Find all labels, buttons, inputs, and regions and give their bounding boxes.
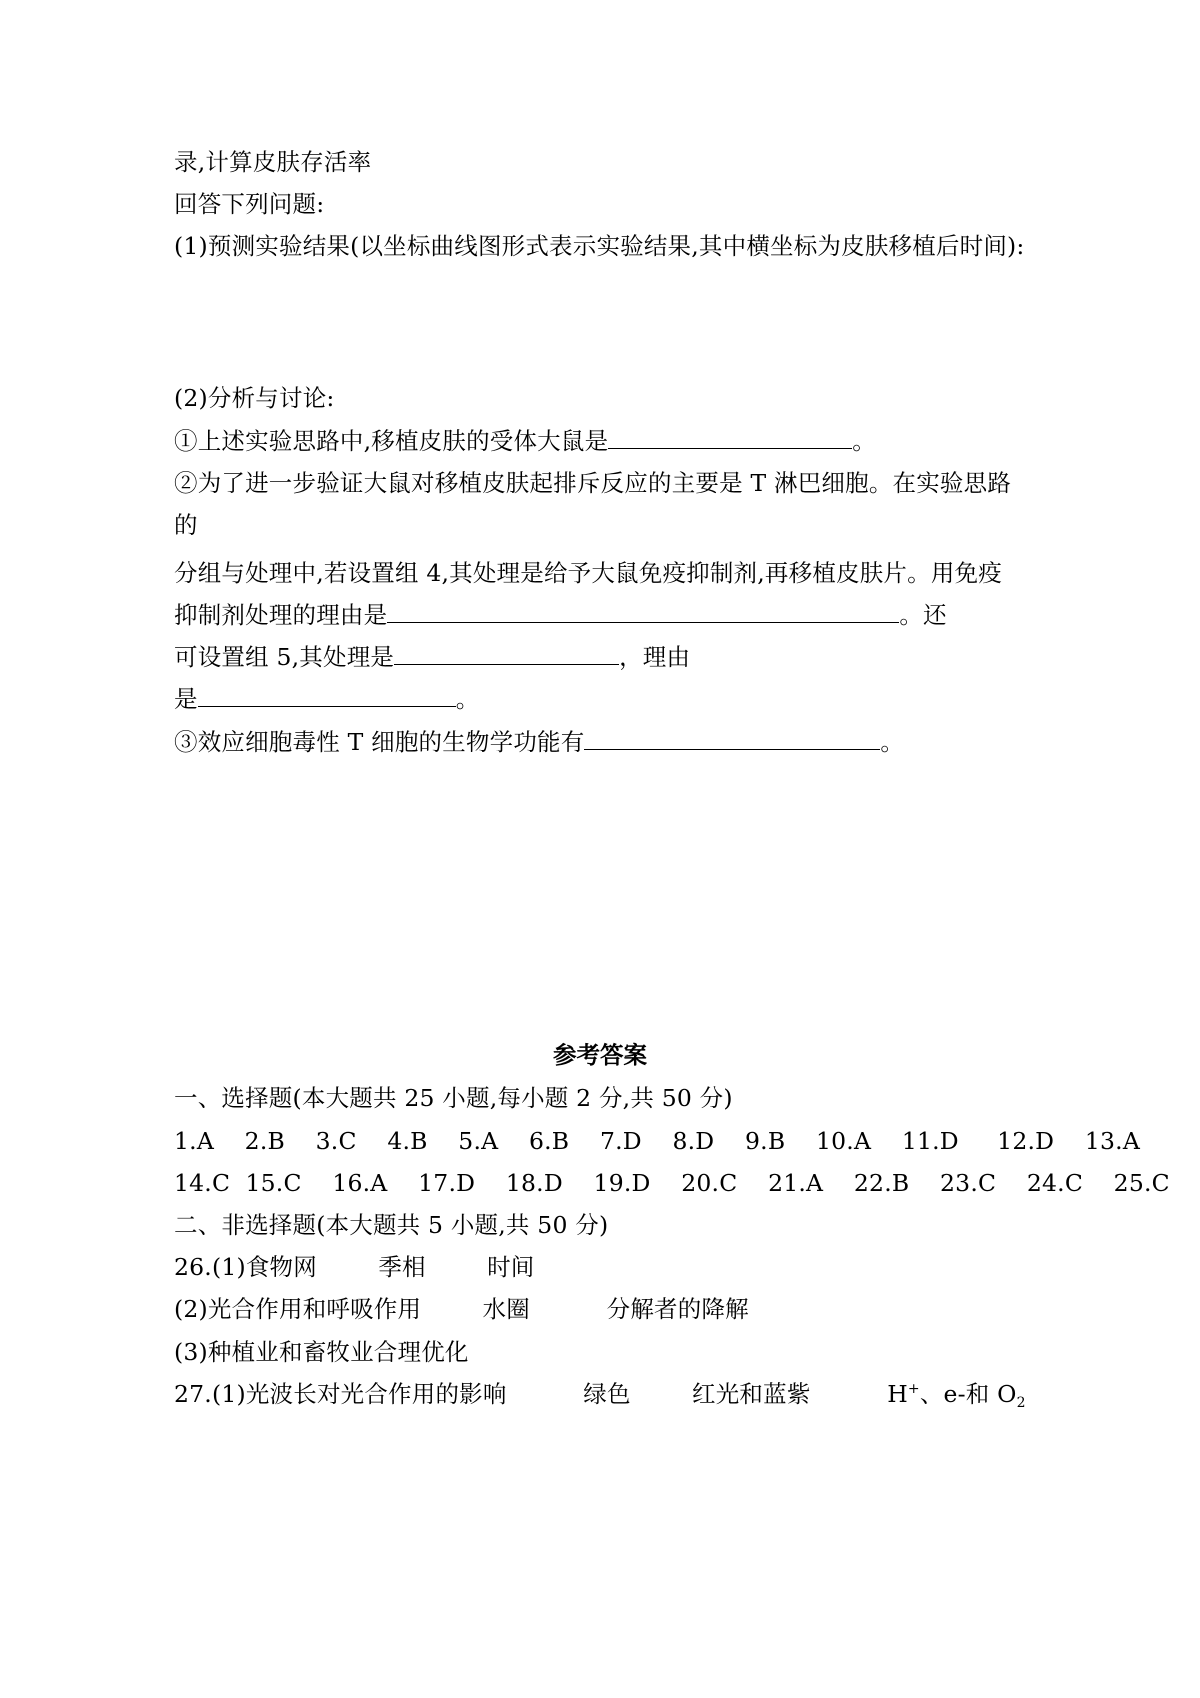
text: 是: [174, 685, 198, 713]
text: ③效应细胞毒性 T 细胞的生物学功能有: [174, 728, 585, 756]
superscript: +: [907, 1381, 920, 1397]
text-line: 回答下列问题:: [174, 190, 325, 218]
answer-26-2: (2)光合作用和呼吸作用 水圈 分解者的降解: [174, 1295, 749, 1323]
answer-26-1: 26.(1)食物网 季相 时间: [174, 1253, 535, 1281]
answer-27-1: [174, 1379, 1026, 1409]
question-2-1: [174, 426, 876, 456]
text: ，理由: [619, 643, 691, 671]
text-line: [174, 642, 690, 672]
text: 。: [455, 685, 480, 713]
text-line: 分组与处理中,若设置组 4,其处理是给予大鼠免疫抑制剂,再移植皮肤片。用免疫: [174, 559, 1002, 587]
text: 、e-和 O: [919, 1380, 1017, 1408]
answer-blank: [198, 684, 456, 707]
text: 可设置组 5,其处理是: [174, 643, 395, 671]
text: 27.(1)光波长对光合作用的影响 绿色 红光和蓝紫 H: [174, 1380, 908, 1408]
answer-blank: [394, 642, 619, 665]
section-heading: 一、选择题(本大题共 25 小题,每小题 2 分,共 50 分): [174, 1084, 733, 1112]
question-1: (1)预测实验结果(以坐标曲线图形式表示实验结果,其中横坐标为皮肤移植后时间):: [174, 232, 1025, 260]
text-line: 录,计算皮肤存活率: [174, 148, 372, 176]
subscript: 2: [1016, 1395, 1026, 1411]
answer-26-3: (3)种植业和畜牧业合理优化: [174, 1338, 469, 1366]
text: 。还: [899, 601, 947, 629]
answer-blank: [387, 600, 899, 623]
text-line: [174, 684, 479, 714]
text: ①上述实验思路中,移植皮肤的受体大鼠是: [174, 427, 609, 455]
answer-row: 1.A 2.B 3.C 4.B 5.A 6.B 7.D 8.D 9.B 10.A 11.D 12.D 13.A: [174, 1127, 1141, 1155]
section-heading: 二、非选择题(本大题共 5 小题,共 50 分): [174, 1211, 609, 1239]
question-2: (2)分析与讨论:: [174, 384, 335, 412]
text: 。: [880, 728, 905, 756]
text: 。: [852, 427, 876, 455]
answer-row: 14.C 15.C 16.A 17.D 18.D 19.D 20.C 21.A 22.B 23.C 24.C 25.C: [174, 1169, 1170, 1197]
question-2-3: [174, 727, 904, 757]
text-line: 的: [174, 511, 198, 539]
answers-title: 参考答案: [553, 1041, 647, 1069]
answer-blank: [584, 727, 880, 750]
question-2-2: ②为了进一步验证大鼠对移植皮肤起排斥反应的主要是 T 淋巴细胞。在实验思路: [174, 469, 1012, 497]
text-line: [174, 600, 947, 630]
text: 抑制剂处理的理由是: [174, 601, 388, 629]
answer-blank: [608, 426, 852, 449]
